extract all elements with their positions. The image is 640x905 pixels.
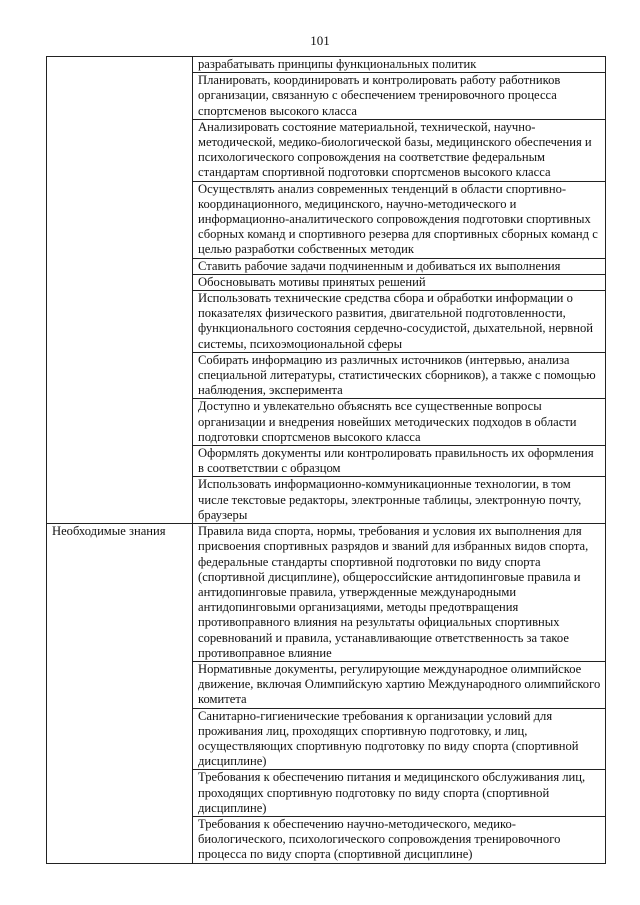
table-row — [47, 524, 606, 662]
skill-item: Планировать, координировать и контролировать работу работников организации, связанную с обеспечением тренировочного процесса спортсменов высокого класса — [193, 73, 606, 120]
skill-item: Использовать технические средства сбора и обработки информации о показателях физического развития, двигательной подготовленности, функционального состояния сердечно-сосудистой, дыхательной, нервной системы, психоэмоциональной сферы — [193, 291, 606, 353]
knowledge-item: Требования к обеспечению питания и медицинского обслуживания лиц, проходящих спортивную подготовку по виду спорта (спортивной дисциплине) — [193, 770, 606, 817]
skill-item: Доступно и увлекательно объяснять все существенные вопросы организации и внедрения новейших методических подходов в области подготовки спортсменов высокого класса — [193, 399, 606, 446]
skill-item: Ставить рабочие задачи подчиненным и добиваться их выполнения — [193, 258, 606, 274]
skills-label-cell — [47, 57, 193, 524]
knowledge-item: Требования к обеспечению научно-методического, медико-биологического, психологического сопровождения тренировочного процесса по виду спорта (спортивной дисциплине) — [193, 816, 606, 863]
skill-item: Осуществлять анализ современных тенденций в области спортивно-координационного, медицинского, научно-методического и информационно-аналитического сопровождения подготовки спортивных сборных команд и спортивного резерва для спортивных сборных команд с целью разработки собственных методик — [193, 181, 606, 258]
competency-table — [46, 56, 606, 864]
knowledge-item: Санитарно-гигиенические требования к организации условий для проживания лиц, проходящих спортивную подготовку, и лиц, осуществляющих спортивную подготовку по виду спорта (спортивной дисциплине) — [193, 708, 606, 770]
knowledge-label-cell: Необходимые знания — [47, 524, 193, 863]
skill-item: Собирать информацию из различных источников (интервью, анализа специальной литературы, статистических сборников), а также с помощью наблюдения, эксперимента — [193, 352, 606, 399]
page-number: 101 — [310, 33, 330, 48]
skill-item: Использовать информационно-коммуникационные технологии, в том числе текстовые редакторы, электронные таблицы, электронную почту, браузеры — [193, 477, 606, 524]
knowledge-item: Правила вида спорта, нормы, требования и условия их выполнения для присвоения спортивных разрядов и званий для избранных видов спорта, федеральные стандарты спортивной подготовки по виду спорта (спортивной дисциплине), общероссийские антидопинговые правила и антидопинговые правила, утвержденные международными антидопинговыми организациями, методы предотвращения противоправного влияния на результаты официальных спортивных соревнований и правила, устанавливающие ответственность за такое противоправное влияние — [193, 524, 606, 662]
skill-item: Анализировать состояние материальной, технической, научно-методической, медико-биологической базы, медицинского обеспечения и психологического сопровождения на соответствие федеральным стандартам спортивной подготовки спортсменов высокого класса — [193, 119, 606, 181]
skill-item: Обосновывать мотивы принятых решений — [193, 274, 606, 290]
skill-item: Оформлять документы или контролировать правильность их оформления в соответствии с образцом — [193, 446, 606, 477]
table-row — [47, 57, 606, 73]
knowledge-item: Нормативные документы, регулирующие международное олимпийское движение, включая Олимпийскую хартию Международного олимпийского комитета — [193, 661, 606, 708]
skill-item: разрабатывать принципы функциональных политик — [193, 57, 606, 73]
